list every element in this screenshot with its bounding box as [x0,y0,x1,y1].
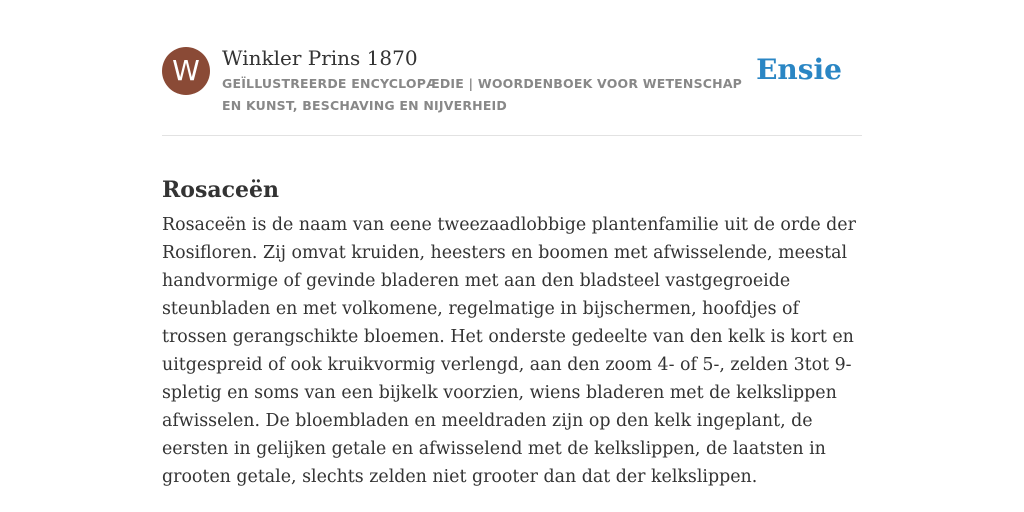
entry-body: Rosaceën is de naam van eene tweezaadlobbige plantenfamilie uit de orde der Rosifloren. Zij omvat kruiden, heesters en boomen met afwisselende, meestal handvormige of gevinde bladeren met aan den bladsteel vastgegroeide steunbladen en met volkomene, regelmatige in bijschermen, hoofdjes of trossen gerangschikte bloemen. Het onderste gedeelte van den kelk is kort en uitgespreid of ook kruikvormig verlengd, aan den zoom 4- of 5-, zelden 3tot 9-spletig en soms van een bijkelk voorzien, wiens bladeren met de kelkslippen afwisselen. De bloembladen en meeldraden zijn op den kelk ingeplant, de eersten in gelijken getale en afwisselend met de kelkslippen, de laatsten in grooten getale, slechts zelden niet grooter dan dat der kelkslippen. [162,215,856,487]
source-subtitle: GEÏLLUSTREERDE ENCYCLOPÆDIE | WOORDENBOEK VOOR WETENSCHAP EN KUNST, BESCHAVING EN NIJVERHEID [222,76,743,113]
ensie-logo[interactable]: Ensie [756,53,842,86]
entry-title: Rosaceën [162,176,279,203]
source-avatar[interactable]: W [162,47,210,95]
source-header [162,46,862,116]
source-title[interactable]: Winkler Prins 1870 [222,46,418,70]
header-divider [162,135,862,136]
